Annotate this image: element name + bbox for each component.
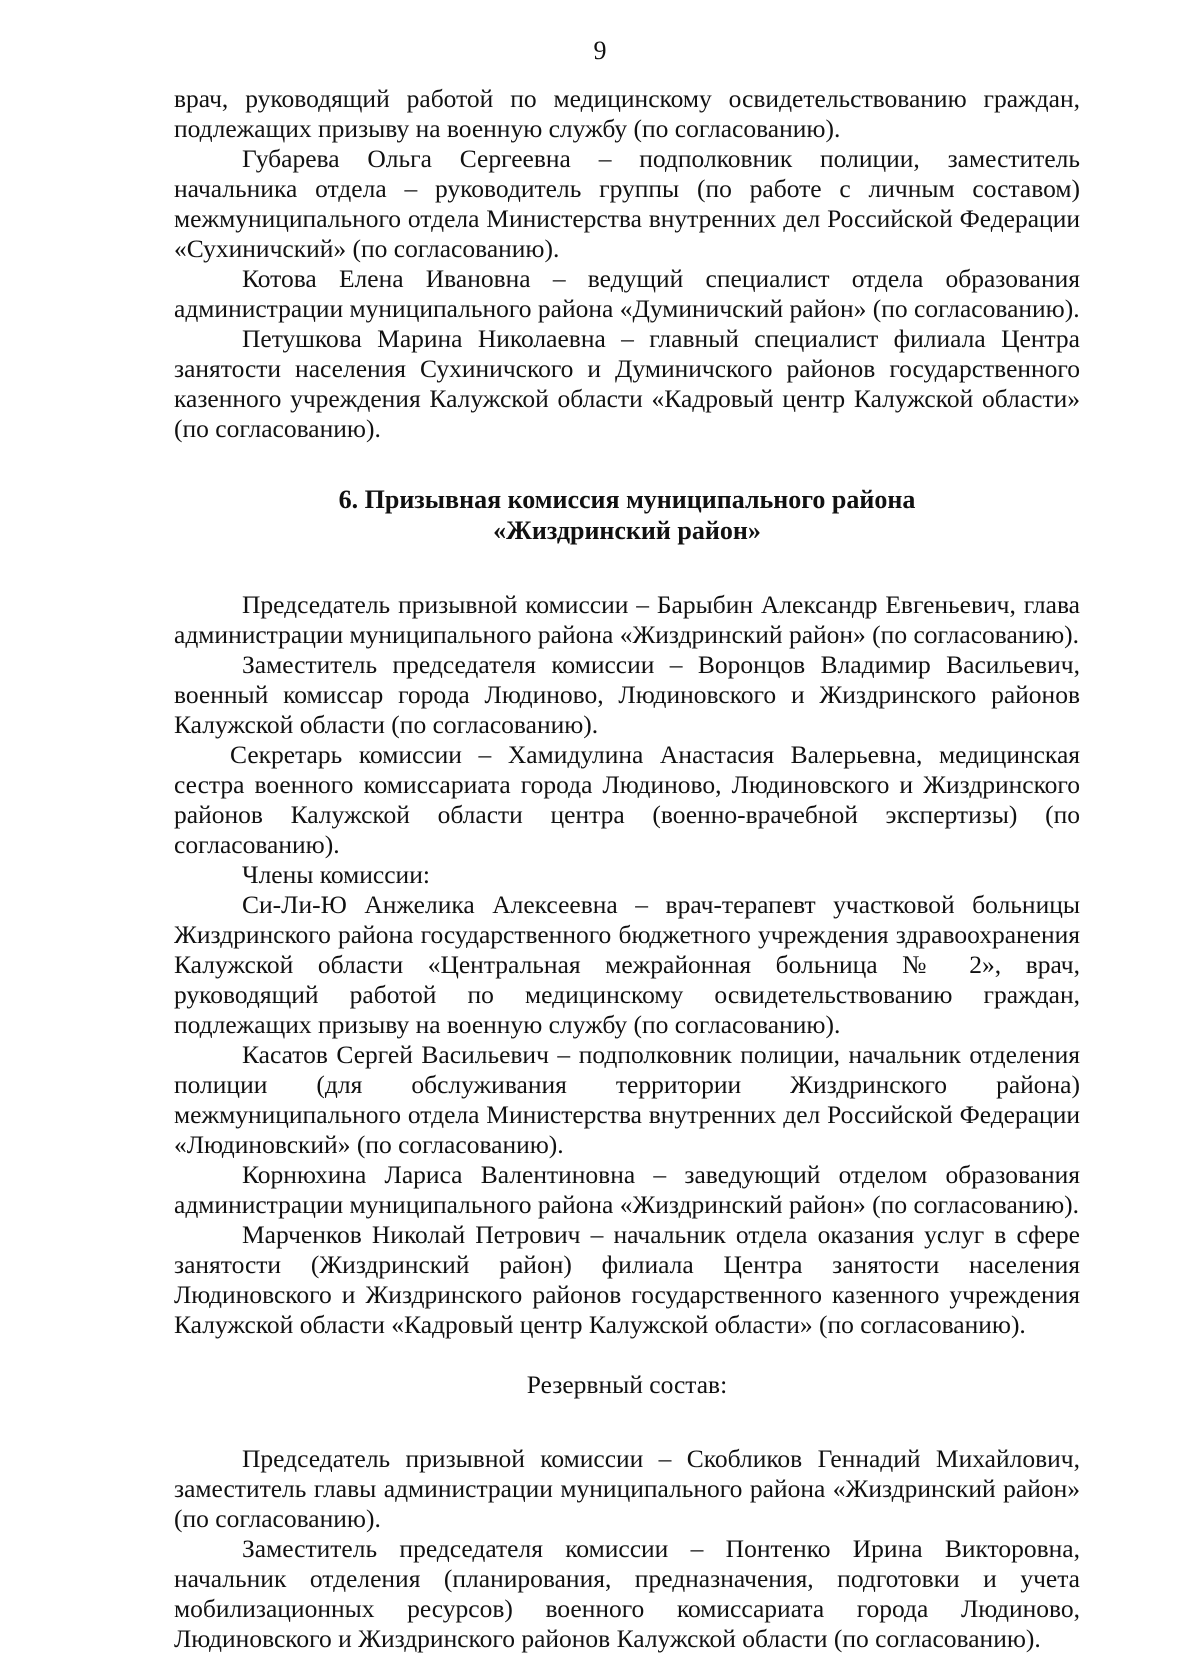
page-number: 9	[593, 36, 607, 65]
member-paragraph: Касатов Сергей Васильевич – подполковник полиции, начальник отделения полиции (для обслуживания территории Жиздринского района) межмуниципального отдела Министерства внутренних дел Российской Федерации «Людиновский» (по согласованию).	[174, 1040, 1080, 1159]
member-paragraph: Петушкова Марина Николаевна – главный специалист филиала Центра занятости населения Сухиничского и Думиничского районов государственного казенного учреждения Калужской области «Кадровый центр Калужской области» (по согласованию).	[174, 324, 1080, 443]
member-paragraph: Си-Ли-Ю Анжелика Алексеевна – врач-терапевт участковой больницы Жиздринского района государственного бюджетного учреждения здравоохранения Калужской области «Центральная межрайонная больница № 2», врач, руководящий работой по медицинскому освидетельствованию граждан, подлежащих призыву на военную службу (по согласованию).	[174, 890, 1080, 1039]
continuation-paragraph: врач, руководящий работой по медицинскому освидетельствованию граждан, подлежащих призыву на военную службу (по согласованию).	[174, 84, 1080, 143]
members-label: Члены комиссии:	[242, 860, 430, 889]
spacer	[174, 444, 1080, 484]
member-paragraph: Котова Елена Ивановна – ведущий специалист отдела образования администрации муниципального района «Думиничский район» (по согласованию).	[174, 264, 1080, 323]
deputy-paragraph: Заместитель председателя комиссии – Воронцов Владимир Васильевич, военный комиссар города Людиново, Людиновского и Жиздринского районов Калужской области (по согласованию).	[174, 650, 1080, 739]
spacer	[174, 546, 1080, 590]
secretary-paragraph: Секретарь комиссии – Хамидулина Анастасия Валерьевна, медицинская сестра военного комиссариата города Людиново, Людиновского и Жиздринского районов Калужской области центра (военно-врачебной экспертизы) (по согласованию).	[174, 740, 1080, 859]
reserve-deputy-paragraph: Заместитель председателя комиссии – Понтенко Ирина Викторовна, начальник отделения (планирования, предназначения, подготовки и учета мобилизационных ресурсов) военного комиссариата города Людиново, Людиновского и Жиздринского районов Калужской области (по согласованию).	[174, 1534, 1080, 1653]
reserve-heading: Резервный состав:	[526, 1370, 728, 1399]
spacer	[174, 1400, 1080, 1444]
document-body	[174, 84, 1080, 1654]
reserve-chair-paragraph: Председатель призывной комиссии – Скобликов Геннадий Михайлович, заместитель главы администрации муниципального района «Жиздринский район» (по согласованию).	[174, 1444, 1080, 1533]
section-title: 6. Призывная комиссия муниципального района	[338, 485, 916, 514]
member-paragraph: Марченков Николай Петрович – начальник отдела оказания услуг в сфере занятости (Жиздринский район) филиала Центра занятости населения Людиновского и Жиздринского районов государственного казенного учреждения Калужской области «Кадровый центр Калужской области» (по согласованию).	[174, 1220, 1080, 1339]
chair-paragraph: Председатель призывной комиссии – Барыбин Александр Евгеньевич, глава администрации муниципального района «Жиздринский район» (по согласованию).	[174, 590, 1080, 649]
spacer	[174, 1340, 1080, 1370]
member-paragraph: Губарева Ольга Сергеевна – подполковник полиции, заместитель начальника отдела – руководитель группы (по работе с личным составом) межмуниципального отдела Министерства внутренних дел Российской Федерации «Сухиничский» (по согласованию).	[174, 144, 1080, 263]
section-title-line2: «Жиздринский район»	[493, 516, 761, 545]
member-paragraph: Корнюхина Лариса Валентиновна – заведующий отделом образования администрации муниципального района «Жиздринский район» (по согласованию).	[174, 1160, 1080, 1219]
